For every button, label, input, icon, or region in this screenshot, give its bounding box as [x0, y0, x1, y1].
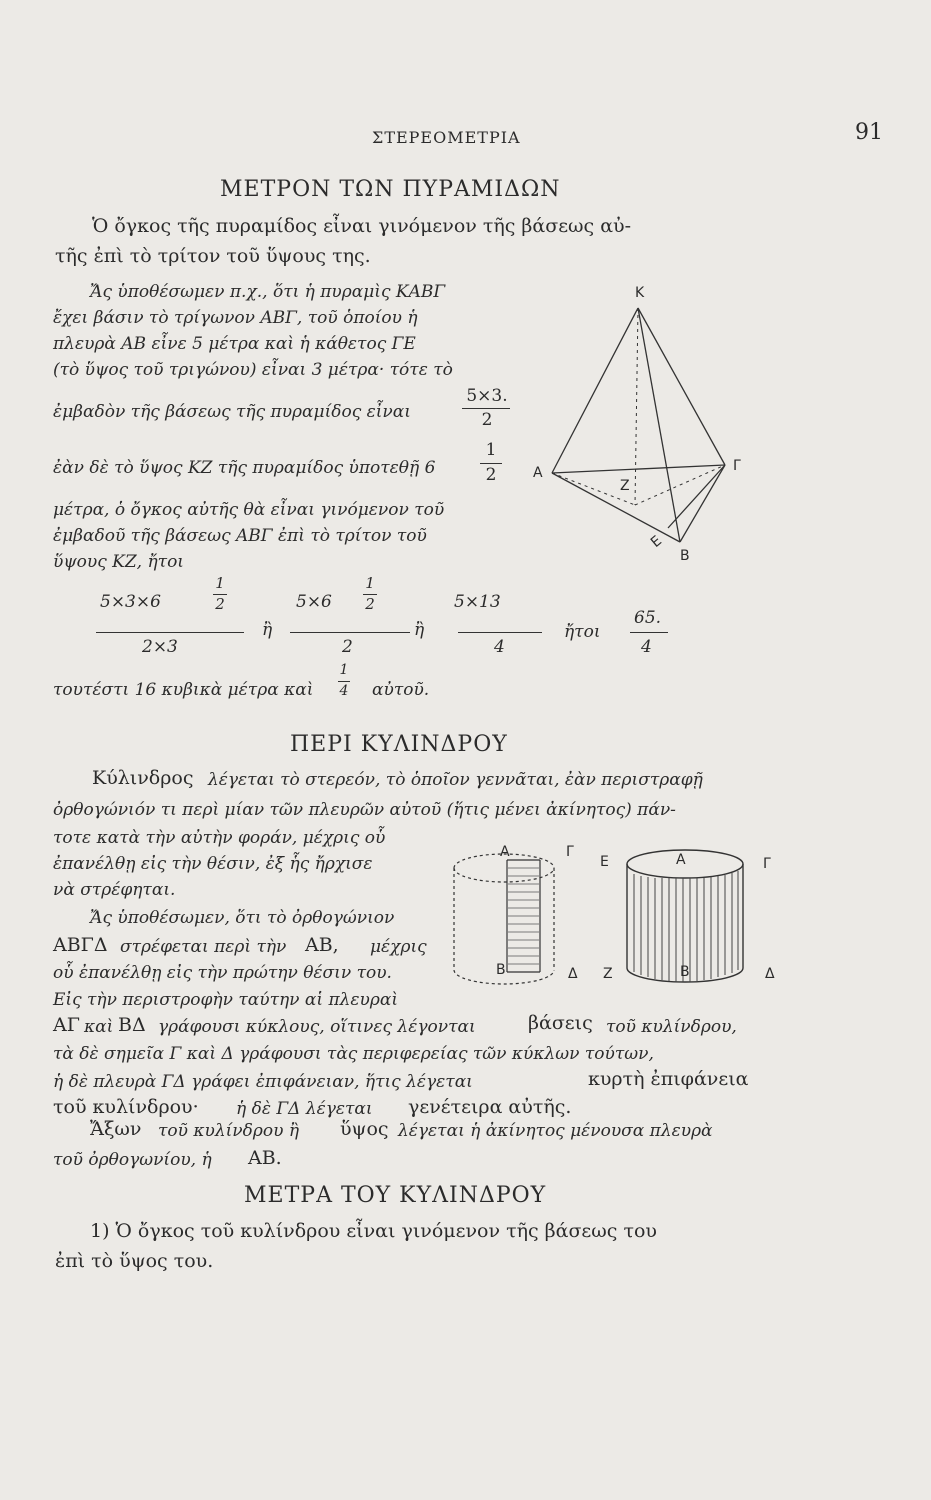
f1-numerator: 5×3×6 — [100, 592, 161, 612]
base-area-numerator: 5×3. — [466, 386, 508, 406]
running-title: ΣΤΕΡΕΟΜΕΤΡΙΑ — [372, 128, 521, 147]
pyramid-label-g: Γ — [733, 458, 741, 474]
result-text-a: τουτέστι 16 κυβικὰ μέτρα καὶ — [53, 680, 314, 700]
cyl-right-label-e: Ε — [600, 854, 609, 870]
pyramid-example-line-8: ἐμβαδοῦ τῆς βάσεως ΑΒΓ ἐπὶ τὸ τρίτον τοῦ — [53, 526, 427, 546]
pyramid-example-line-5: ἐμβαδὸν τῆς βάσεως τῆς πυραμίδος εἶναι — [53, 402, 411, 422]
f1-fraction-bar — [96, 632, 244, 633]
cyl-left-label-d: Δ — [568, 966, 578, 982]
f2-fraction-bar — [290, 632, 410, 633]
cylinder-line-10f: τοῦ κυλίνδρου, — [606, 1017, 737, 1037]
cylinder-line-10d: γράφουσι κύκλους, οἵτινες λέγονται — [158, 1017, 476, 1037]
page-number: 91 — [855, 120, 883, 145]
f4-fraction-bar — [630, 632, 668, 633]
height-fraction-bar — [480, 463, 502, 464]
pyramid-label-a: Α — [533, 465, 543, 481]
cyl-left-label-b: Β — [496, 962, 506, 978]
f3-denominator: 4 — [494, 637, 505, 657]
cylinder-line-12b: κυρτὴ ἐπιφάνεια — [588, 1068, 749, 1090]
cylinder-line-14a: Ἄξων — [90, 1118, 142, 1140]
cyl-right-label-d: Δ — [765, 966, 775, 982]
pyramid-example-line-3: πλευρὰ ΑΒ εἶνε 5 μέτρα καὶ ἡ κάθετος ΓΕ — [53, 334, 416, 354]
pyramid-example-line-7: μέτρα, ὁ ὄγκος αὐτῆς θὰ εἶναι γινόμενον τοῦ — [53, 500, 445, 520]
pyramid-rule-line-2: τῆς ἐπὶ τὸ τρίτον τοῦ ὕψους της. — [55, 245, 371, 267]
base-area-denominator: 2 — [481, 410, 493, 430]
pyramid-label-k: Κ — [635, 285, 645, 301]
cylinder-line-13b: ἡ δὲ ΓΔ λέγεται — [236, 1099, 373, 1119]
f3-numerator: 5×13 — [454, 592, 501, 612]
result-fraction-bar — [338, 681, 350, 682]
f1-half-denominator: 2 — [215, 595, 225, 613]
pyramid-label-e: Ε — [647, 533, 665, 551]
cylinder-line-9: Εἰς τὴν περιστροφὴν ταύτην αἱ πλευραὶ — [53, 990, 398, 1010]
cylinder-line-5: νὰ στρέφηται. — [53, 880, 176, 900]
cylinder-line-13a: τοῦ κυλίνδρου· — [53, 1096, 199, 1118]
cylinder-line-11: τὰ δὲ σημεῖα Γ καὶ Δ γράφουσι τὰς περιφερείας τῶν κύκλων τούτων, — [53, 1044, 654, 1064]
cylinder-line-4: ἐπανέλθῃ εἰς τὴν θέσιν, ἐξ ἧς ἤρχισε — [53, 854, 373, 874]
pyramid-label-z: Ζ — [620, 478, 630, 494]
cylinder-line-14d: λέγεται ἡ ἀκίνητος μένουσα πλευρὰ — [398, 1121, 713, 1141]
cylinder-line-7d: μέχρις — [370, 937, 427, 957]
measures-item-1: 1) Ὁ ὄγκος τοῦ κυλίνδρου εἶναι γινόμενον τῆς βάσεως του — [90, 1220, 657, 1242]
cylinder-line-7b: στρέφεται περὶ τὴν — [120, 937, 287, 957]
height-fraction-numerator: 1 — [485, 440, 497, 460]
pyramid-label-b: Β — [680, 548, 690, 564]
cylinder-line-3: τοτε κατὰ τὴν αὐτὴν φοράν, μέχρις οὗ — [53, 828, 386, 848]
cylinder-line-7a: ΑΒΓΔ — [53, 934, 108, 956]
height-fraction-denominator: 2 — [485, 465, 497, 485]
pyramid-rule-line-1: Ὁ ὄγκος τῆς πυραμίδος εἶναι γινόμενον τῆς βάσεως αὐ- — [92, 215, 632, 237]
htoi-word: ἤτοι — [564, 622, 601, 642]
f2-half-numerator: 1 — [365, 574, 375, 592]
cylinder-line-10b: καὶ — [84, 1017, 114, 1037]
cylinder-line-15b: ΑΒ. — [248, 1147, 282, 1169]
pyramid-example-line-6: ἐὰν δὲ τὸ ὕψος ΚΖ τῆς πυραμίδος ὑποτεθῇ 6 — [53, 458, 436, 478]
measures-section-title: ΜΕΤΡΑ ΤΟΥ ΚΥΛΙΝΔΡΟΥ — [244, 1183, 547, 1208]
cylinder-section-title: ΠΕΡΙ ΚΥΛΙΝΔΡΟΥ — [290, 732, 508, 757]
f4-denominator: 4 — [641, 637, 652, 657]
or-word-1: ἢ — [262, 620, 273, 640]
result-fraction-numerator: 1 — [339, 662, 349, 678]
pyramid-example-line-2: ἔχει βάσιν τὸ τρίγωνον ΑΒΓ, τοῦ ὁποίου ἡ — [53, 308, 418, 328]
cylinder-term: Κύλινδρος — [92, 767, 194, 789]
result-text-b: αὐτοῦ. — [372, 680, 430, 700]
pyramid-example-line-1: Ἄς ὑποθέσωμεν π.χ., ὅτι ἡ πυραμὶς ΚΑΒΓ — [90, 282, 446, 302]
cylinder-line-7c: ΑΒ, — [305, 934, 339, 956]
cylinder-line-15a: τοῦ ὀρθογωνίου, ἡ — [53, 1150, 212, 1170]
cylinder-line-10e: βάσεις — [528, 1012, 593, 1034]
cylinder-line-14b: τοῦ κυλίνδρου ἢ — [158, 1121, 300, 1141]
cylinder-line-12a: ἡ δὲ πλευρὰ ΓΔ γράφει ἐπιφάνειαν, ἥτις λέγεται — [53, 1072, 473, 1092]
pyramid-example-line-4: (τὸ ὕψος τοῦ τριγώνου) εἶναι 3 μέτρα· τότε τὸ — [53, 360, 453, 380]
cylinder-line-2: ὀρθογώνιόν τι περὶ μίαν τῶν πλευρῶν αὐτοῦ (ἥτις μένει ἀκίνητος) πάν- — [53, 800, 676, 820]
f4-numerator: 65. — [634, 608, 662, 628]
base-area-fraction-bar — [462, 408, 510, 409]
cyl-right-label-b: Β — [680, 964, 690, 980]
cyl-right-label-z: Ζ — [603, 966, 613, 982]
cyl-left-label-g: Γ — [566, 844, 574, 860]
cylinder-line-8: οὗ ἐπανέλθῃ εἰς τὴν πρώτην θέσιν του. — [53, 963, 392, 983]
f1-denominator: 2×3 — [142, 637, 178, 657]
pyramid-section-title: ΜΕΤΡΟΝ ΤΩΝ ΠΥΡΑΜΙΔΩΝ — [220, 177, 561, 202]
f3-fraction-bar — [458, 632, 542, 633]
cylinder-line-13c: γενέτειρα αὐτῆς. — [408, 1096, 572, 1118]
f2-denominator: 2 — [342, 637, 353, 657]
cylinder-line-1: λέγεται τὸ στερεόν, τὸ ὁποῖον γεννᾶται, ἐὰν περιστραφῇ — [208, 770, 703, 790]
cylinder-line-10c: ΒΔ — [118, 1014, 146, 1036]
cylinder-line-6: Ἄς ὑποθέσωμεν, ὅτι τὸ ὀρθογώνιον — [90, 908, 395, 928]
cyl-right-label-g: Γ — [763, 856, 771, 872]
or-word-2: ἢ — [414, 620, 425, 640]
cylinder-line-14c: ὕψος — [340, 1118, 389, 1140]
f2-numerator: 5×6 — [296, 592, 332, 612]
f1-half-numerator: 1 — [215, 574, 225, 592]
cylinder-line-10a: ΑΓ — [53, 1014, 80, 1036]
measures-item-1-cont: ἐπὶ τὸ ὕψος του. — [55, 1250, 214, 1272]
pyramid-diagram — [530, 280, 770, 570]
pyramid-example-line-9: ὕψους ΚΖ, ἤτοι — [53, 552, 184, 572]
cyl-left-label-a: Α — [500, 844, 510, 860]
f2-half-denominator: 2 — [365, 595, 375, 613]
cyl-right-label-a: Α — [676, 852, 686, 868]
result-fraction-denominator: 4 — [339, 683, 349, 699]
